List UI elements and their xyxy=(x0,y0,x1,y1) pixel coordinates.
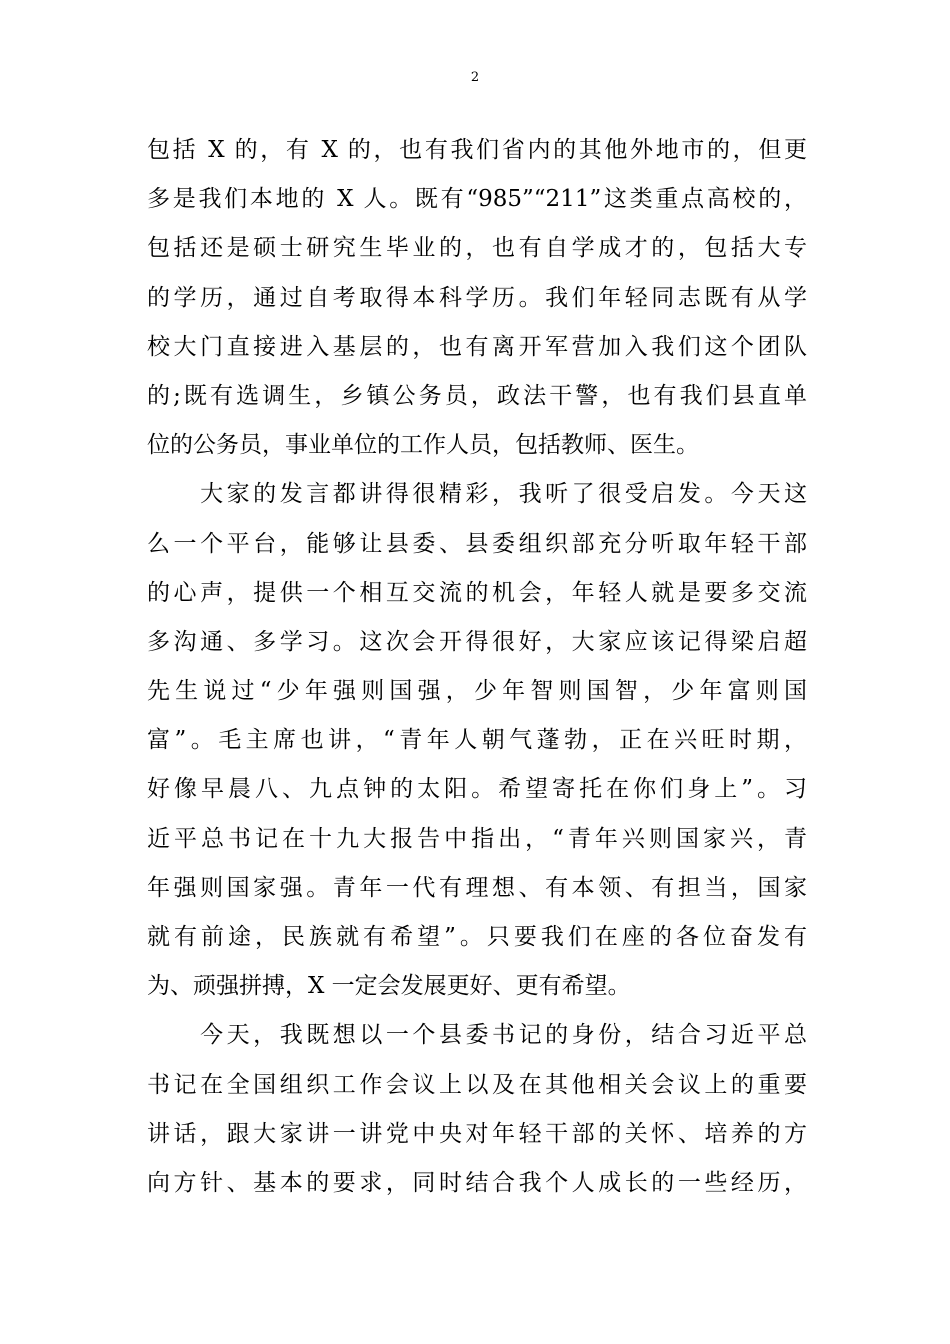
text-line: 向方针、基本的要求，同时结合我个人成长的一些经历， xyxy=(147,1169,807,1196)
body-text xyxy=(147,126,807,1208)
page-number: 2 xyxy=(470,70,480,85)
text-line: 为、顽强拼搏，X 一定会发展更好、更有希望。 xyxy=(147,973,631,1000)
text-line: 书记在全国组织工作会议上以及在其他相关会议上的重要 xyxy=(147,1071,807,1098)
text-line: 包括 X 的，有 X 的，也有我们省内的其他外地市的，但更 xyxy=(147,137,807,163)
text-line: 富”。毛主席也讲，“青年人朝气蓬勃，正在兴旺时期， xyxy=(147,727,807,754)
text-line: 讲话，跟大家讲一讲党中央对年轻干部的关怀、培养的方 xyxy=(147,1120,807,1147)
text-line: 的;既有选调生，乡镇公务员，政法干警，也有我们县直单 xyxy=(147,382,807,409)
text-line: 年强则国家强。青年一代有理想、有本领、有担当，国家 xyxy=(147,874,807,901)
text-line: 校大门直接进入基层的，也有离开军营加入我们这个团队 xyxy=(147,333,807,360)
text-line: 好像早晨八、九点钟的太阳。希望寄托在你们身上”。习 xyxy=(147,776,807,803)
text-line: 大家的发言都讲得很精彩，我听了很受启发。今天这 xyxy=(147,481,807,508)
text-line: 位的公务员，事业单位的工作人员，包括教师、医生。 xyxy=(147,432,699,459)
text-line: 么一个平台，能够让县委、县委组织部充分听取年轻干部 xyxy=(147,530,807,557)
text-line: 今天，我既想以一个县委书记的身份，结合习近平总 xyxy=(147,1022,807,1049)
text-line: 先生说过“少年强则国强，少年智则国智，少年富则国 xyxy=(147,678,807,705)
text-line: 的心声，提供一个相互交流的机会，年轻人就是要多交流 xyxy=(147,579,807,606)
text-line: 包括还是硕士研究生毕业的，也有自学成才的，包括大专 xyxy=(147,235,807,262)
text-line: 多沟通、多学习。这次会开得很好，大家应该记得梁启超 xyxy=(147,628,807,655)
text-line: 近平总书记在十九大报告中指出，“青年兴则国家兴，青 xyxy=(147,825,807,852)
text-line: 多是我们本地的 X 人。既有“985”“211”这类重点高校的， xyxy=(147,186,807,213)
text-line: 的学历，通过自考取得本科学历。我们年轻同志既有从学 xyxy=(147,284,807,311)
text-line: 就有前途，民族就有希望”。只要我们在座的各位奋发有 xyxy=(147,924,807,950)
